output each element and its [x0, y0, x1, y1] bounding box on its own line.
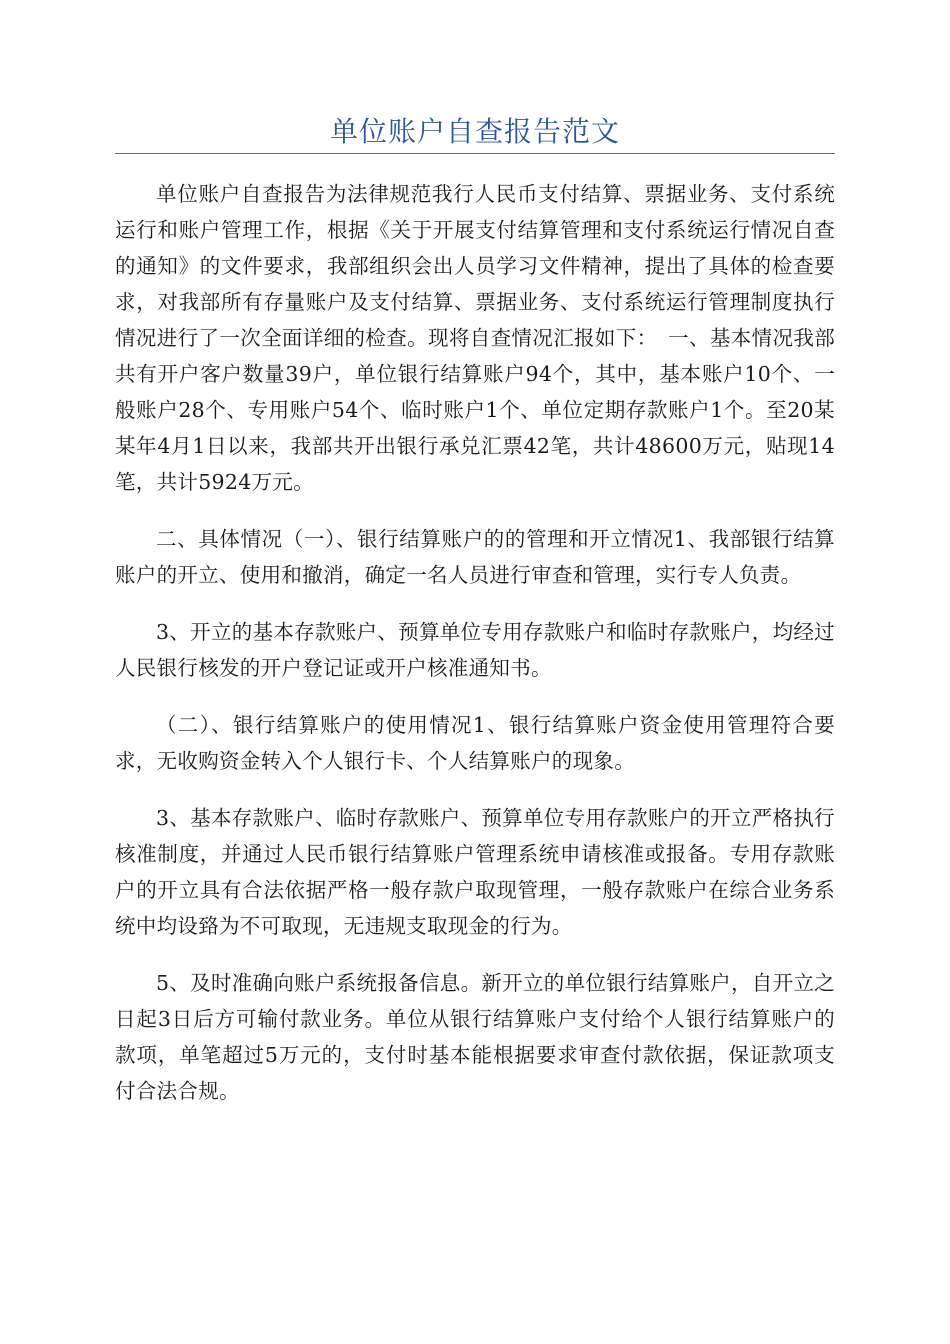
document-title: 单位账户自查报告范文	[329, 115, 620, 148]
paragraph-approval-system: 3、基本存款账户、临时存款账户、预算单位专用存款账户的开立严格执行核准制度，并通过人民币银行结算账户管理系统申请核准或报备。专用存款账户的开立具有合法依据严格一般存款户取现管理，一般存款账户在综合业务系统中均设臵为不可取现，无违规支取现金的行为。	[115, 806, 835, 938]
paragraph-account-usage: （二）、银行结算账户的使用情况1、银行结算账户资金使用管理符合要求，无收购资金转入个人银行卡、个人结算账户的现象。	[115, 713, 835, 773]
title-underline	[115, 153, 835, 154]
paragraph-intro: 单位账户自查报告为法律规范我行人民币支付结算、票据业务、支付系统运行和账户管理工作，根据《关于开展支付结算管理和支付系统运行情况自查的通知》的文件要求，我部组织会出人员学习文件精神，提出了具体的检查要求，对我部所有存量账户及支付结算、票据业务、支付系统运行管理制度执行情况进行了一次全面详细的检查。现将自查情况汇报如下： 一、基本情况我部共有开户客户数量39户，单位银行结算账户94个，其中，基本账户10个、一般账户28个、专用账户54个、临时账户1个、单位定期存款账户1个。至20某某年4月1日以来，我部共开出银行承兑汇票42笔，共计48600万元，贴现14笔，共计5924万元。	[115, 182, 835, 494]
paragraph-reporting: 5、及时准确向账户系统报备信息。新开立的单位银行结算账户，自开立之日起3日后方可输付款业务。单位从银行结算账户支付给个人银行结算账户的款项，单笔超过5万元的，支付时基本能根据要求审查付款依据，保证款项支付合法合规。	[115, 971, 835, 1103]
paragraph-specific-situation: 二、具体情况（一）、银行结算账户的的管理和开立情况1、我部银行结算账户的开立、使用和撤消，确定一名人员进行审查和管理，实行专人负责。	[115, 527, 835, 587]
paragraph-account-opening: 3、开立的基本存款账户、预算单位专用存款账户和临时存款账户，均经过人民银行核发的开户登记证或开户核准通知书。	[115, 620, 835, 680]
document-body	[115, 176, 835, 1130]
